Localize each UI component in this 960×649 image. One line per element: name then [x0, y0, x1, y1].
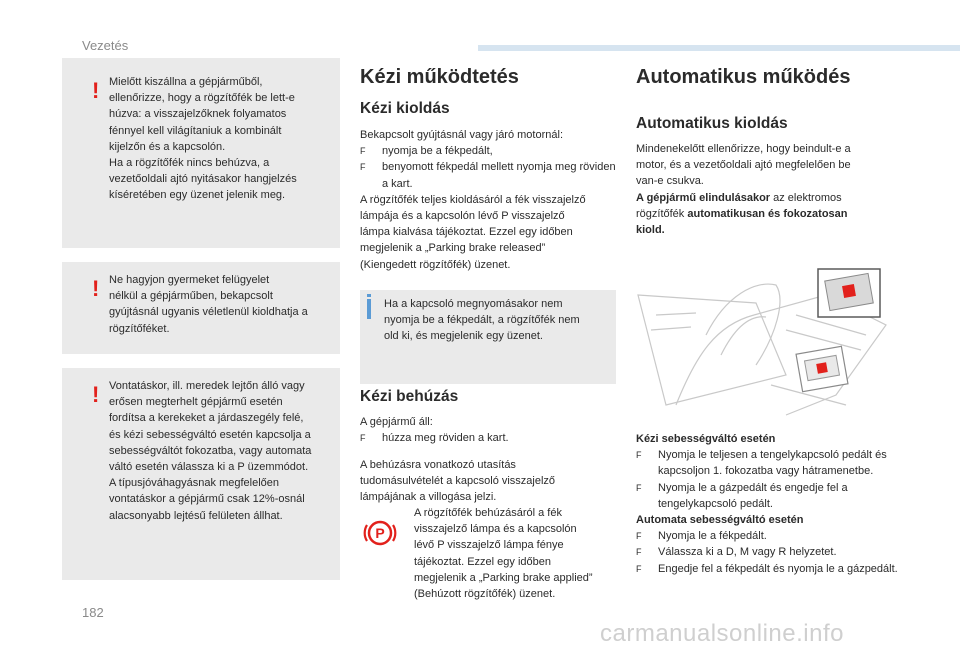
bold-text: A gépjármű elindulásakor: [636, 191, 771, 204]
bullet-text: nyomja be a fékpedált,: [382, 145, 493, 158]
bullet-item: [636, 447, 898, 479]
text: rögzítőfék: [636, 207, 688, 220]
text-line: kíséretében egy üzenet jelenik meg.: [109, 189, 286, 202]
warning-icon: !: [92, 276, 100, 301]
manual-release-heading: Kézi kioldás: [360, 100, 450, 117]
text-line: Ha a rögzítőfék nincs behúzva, a: [109, 157, 270, 170]
text-line: lévő P visszajelző lámpa fénye: [414, 539, 564, 552]
text-line: tudomásulvételét a kapcsoló visszajelző: [360, 475, 556, 488]
parking-brake-icon: [362, 515, 398, 551]
bullet-item: [636, 561, 898, 577]
text-line: lámpája és a kapcsolón lévő P visszajelző: [360, 210, 565, 223]
bullet-icon: F: [360, 162, 366, 173]
text-line: kijelzőn és a kapcsolón.: [109, 140, 226, 153]
text-line: alacsonyabb lejtésű felületen állhat.: [109, 509, 283, 522]
manual-apply-note: [360, 457, 622, 506]
text-line: tájékoztat. Ezzel egy időben: [414, 555, 551, 568]
bullet-text: Nyomja le a gázpedált és engedje fel a tengelykapcsoló pedált.: [658, 481, 848, 510]
text-line: sebességváltót fokozatba, vagy automata: [109, 444, 312, 457]
text-line: lámpa kialvása tájékoztat. Ezzel egy időben: [360, 226, 573, 239]
bullet-text: Engedje fel a fékpedált és nyomja le a gázpedált.: [658, 562, 898, 575]
info-icon: [367, 299, 371, 319]
text-line: vezetőoldali ajtó nyitásakor hangjelzés: [109, 173, 297, 186]
text-line: Vontatáskor, ill. meredek lejtőn álló vagy: [109, 380, 305, 392]
paragraph: Bekapcsolt gyújtásnál vagy járó motornál:: [360, 129, 563, 141]
warning-text: [109, 378, 332, 524]
bullet-icon: F: [636, 563, 642, 574]
text-line: A behúzásra vonatkozó utasítás: [360, 459, 516, 471]
bullet-icon: F: [360, 433, 366, 444]
parking-brake-letter: P: [375, 525, 385, 541]
text-line: vontatáskor a gépjármű csak 12%-osnál: [109, 493, 305, 506]
automatic-release-heading: Automatikus kioldás: [636, 115, 788, 132]
text-line: megjelenik a „Parking brake applied”: [414, 571, 593, 584]
text-line: erősen megterhelt gépjármű esetén: [109, 396, 283, 409]
bullet-item: [360, 159, 622, 191]
text-line: visszajelző lámpa és a kapcsolón: [414, 523, 577, 536]
text-line: A rögzítőfék behúzásáról a fék: [414, 507, 562, 519]
section-label: Vezetés: [82, 38, 129, 53]
bullet-item: [360, 430, 622, 446]
auto-gear-heading: Automata sebességváltó esetén: [636, 514, 804, 527]
warning-icon: !: [92, 382, 100, 407]
text-line: nélkül a gépjárműben, bekapcsolt: [109, 290, 273, 303]
text-line: motor, és a vezetőoldali ajtó megfelelően be: [636, 159, 851, 172]
bold-text: kiold.: [636, 224, 665, 237]
text-line: Mindenekelőtt ellenőrizze, hogy beindult-e a: [636, 143, 851, 155]
info-box: [360, 290, 616, 384]
automatic-title: Automatikus működés: [636, 66, 851, 88]
bullet-text: Nyomja le a fékpedált.: [658, 530, 767, 543]
bullet-item: [360, 143, 622, 159]
manual-release-text: [360, 127, 622, 273]
text-line: ellenőrizze, hogy a rögzítőfék be lett-e: [109, 92, 295, 105]
text-line: húzva: a visszajelzőknek folyamatos: [109, 108, 287, 121]
automatic-release-text: [636, 141, 898, 238]
bullet-item: [636, 480, 898, 512]
bullet-icon: F: [636, 531, 642, 542]
bullet-icon: F: [636, 482, 642, 493]
text-line: van-e csukva.: [636, 175, 704, 188]
bullet-text: Nyomja le teljesen a tengelykapcsoló pedált és kapcsoljon 1. fokozatba vagy hátramenetbe.: [658, 449, 887, 478]
text-line: (Behúzott rögzítőfék) üzenet.: [414, 588, 556, 601]
bullet-icon: F: [636, 450, 642, 461]
text-line: fénnyel kell világítaniuk a kombinált: [109, 124, 282, 137]
text-line: rögzítőféket.: [109, 322, 170, 335]
paragraph: A gépjármű áll:: [360, 416, 433, 428]
bold-text: automatikusan és fokozatosan: [687, 207, 848, 220]
manual-apply-icon-text: [414, 505, 624, 602]
warning-box-3: [62, 368, 340, 580]
bullet-item: [636, 544, 898, 560]
manual-gear-heading: Kézi sebességváltó esetén: [636, 433, 776, 445]
bullet-item: [636, 528, 898, 544]
text: az elektromos: [770, 191, 842, 204]
text-line: [636, 190, 898, 206]
watermark: carmanualsonline.info: [600, 620, 844, 647]
page-number: 182: [82, 605, 104, 620]
bullet-text: húzza meg röviden a kart.: [382, 432, 509, 445]
bullet-icon: F: [360, 146, 366, 157]
text-line: (Kiengedett rögzítőfék) üzenet.: [360, 258, 511, 271]
text-line: fordítsa a kerekeket a járdaszegély felé,: [109, 412, 304, 425]
manual-title: Kézi működtetés: [360, 66, 519, 88]
text-line: A típusjóváhagyásnak megfelelően: [109, 477, 280, 490]
warning-box-1: [62, 58, 340, 248]
manual-apply-heading: Kézi behúzás: [360, 388, 459, 405]
info-text: [384, 296, 604, 345]
bullet-text: Válassza ki a D, M vagy R helyzetet.: [658, 546, 837, 559]
manual-apply-text: [360, 414, 622, 446]
text-line: gyújtásnál ugyanis véletlenül kioldhatja a: [109, 306, 308, 319]
text-line: A rögzítőfék teljes kioldásáról a fék visszajelző: [360, 193, 586, 206]
text-line: old ki, és megjelenik egy üzenet.: [384, 330, 543, 343]
text-line: Ha a kapcsoló megnyomásakor nem: [384, 298, 563, 310]
warning-box-2: [62, 262, 340, 354]
bullet-text: benyomott fékpedál mellett nyomja meg röviden a kart.: [382, 161, 616, 190]
text-line: Ne hagyjon gyermeket felügyelet: [109, 274, 270, 286]
text-line: megjelenik a „Parking brake released”: [360, 242, 546, 255]
warning-text: [109, 272, 332, 337]
header-bar: [478, 45, 960, 51]
text-line: lámpájának a villogása jelzi.: [360, 491, 497, 504]
text-line: váltó esetén válassza ki a P üzemmódot.: [109, 461, 309, 474]
text-line: nyomja be a fékpedált, a rögzítőfék nem: [384, 314, 580, 327]
bullet-icon: F: [636, 547, 642, 558]
text-line: Mielőtt kiszállna a gépjárműből,: [109, 76, 263, 88]
text-line: és kézi sebességváltó esetén kapcsolja a: [109, 428, 311, 441]
warning-text: [109, 74, 332, 204]
gear-instructions: [636, 431, 898, 577]
console-illustration: [636, 255, 892, 425]
warning-icon: !: [92, 78, 100, 103]
text-line: [636, 206, 898, 222]
